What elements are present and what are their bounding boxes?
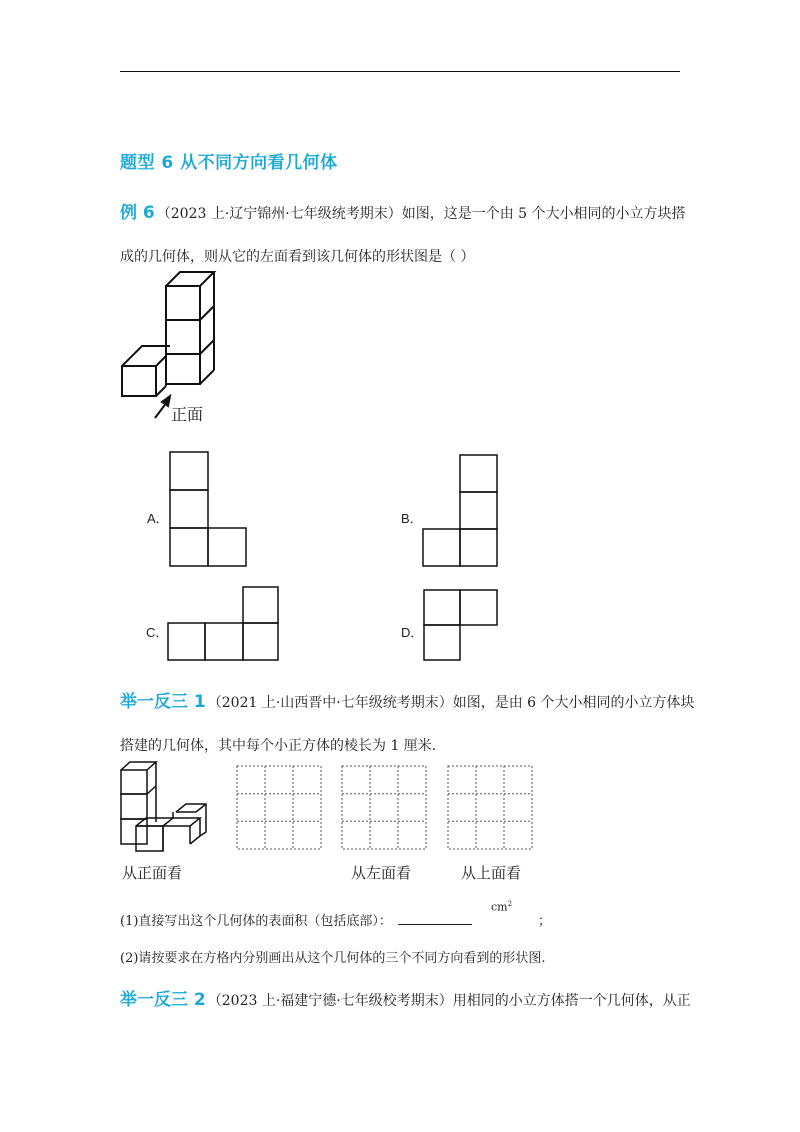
- example-6-line-2: 成的几何体，则从它的左面看到该几何体的形状图是（ ）: [120, 249, 475, 265]
- area-unit: [491, 900, 512, 914]
- option-a-shape: [170, 452, 246, 566]
- practice-2-line-1: [120, 990, 691, 1011]
- front-label: 正面: [171, 405, 204, 424]
- caption-top-view: 从上面看: [461, 864, 522, 882]
- example-6-tag: 例 6: [120, 203, 155, 223]
- option-c-shape: [168, 587, 278, 660]
- option-b-shape: [423, 455, 497, 566]
- practice-1-cube-figure: [121, 762, 206, 851]
- area-unit-exponent: 2: [507, 900, 513, 908]
- option-c-label: C．: [146, 625, 169, 640]
- practice-1-line-2: 搭建的几何体，其中每个小正方体的棱长为 1 厘米.: [120, 738, 437, 754]
- option-d-shape: [424, 590, 497, 660]
- grid-top: [448, 766, 532, 849]
- practice-2-text-1: （2023 上·福建宁德·七年级校考期末）用相同的小立方体搭一个几何体，从正: [207, 993, 691, 1009]
- answer-blank: [398, 912, 472, 925]
- question-2: (2)请按要求在方格内分别画出从这个几何体的三个不同方向看到的形状图.: [120, 951, 546, 966]
- caption-front-view: 从正面看: [122, 864, 183, 882]
- option-d-label: D．: [401, 625, 424, 640]
- practice-1-text-1: （2021 上·山西晋中·七年级统考期末）如图，是由 6 个大小相同的小立方体块: [207, 695, 695, 711]
- grid-left: [342, 766, 426, 849]
- grid-front: [237, 766, 321, 849]
- question-1-end: ；: [538, 914, 552, 929]
- practice-2-tag: 举一反三 2: [120, 990, 206, 1010]
- practice-1-line-1: [120, 692, 695, 713]
- caption-left-view: 从左面看: [351, 864, 412, 882]
- question-1: [120, 912, 478, 932]
- question-1-text: (1)直接写出这个几何体的表面积（包括底部）：: [120, 914, 392, 929]
- option-b-label: B．: [401, 511, 423, 526]
- practice-1-tag: 举一反三 1: [120, 692, 206, 712]
- option-a-label: A．: [147, 511, 169, 526]
- example-6-text-1: （2023 上·辽宁锦州·七年级统考期末）如图，这是一个由 5 个大小相同的小立方块搭: [156, 206, 686, 222]
- cube-stack-figure: [122, 272, 214, 418]
- section-title: 题型 6 从不同方向看几何体: [120, 153, 338, 173]
- area-unit-text: cm: [491, 900, 508, 914]
